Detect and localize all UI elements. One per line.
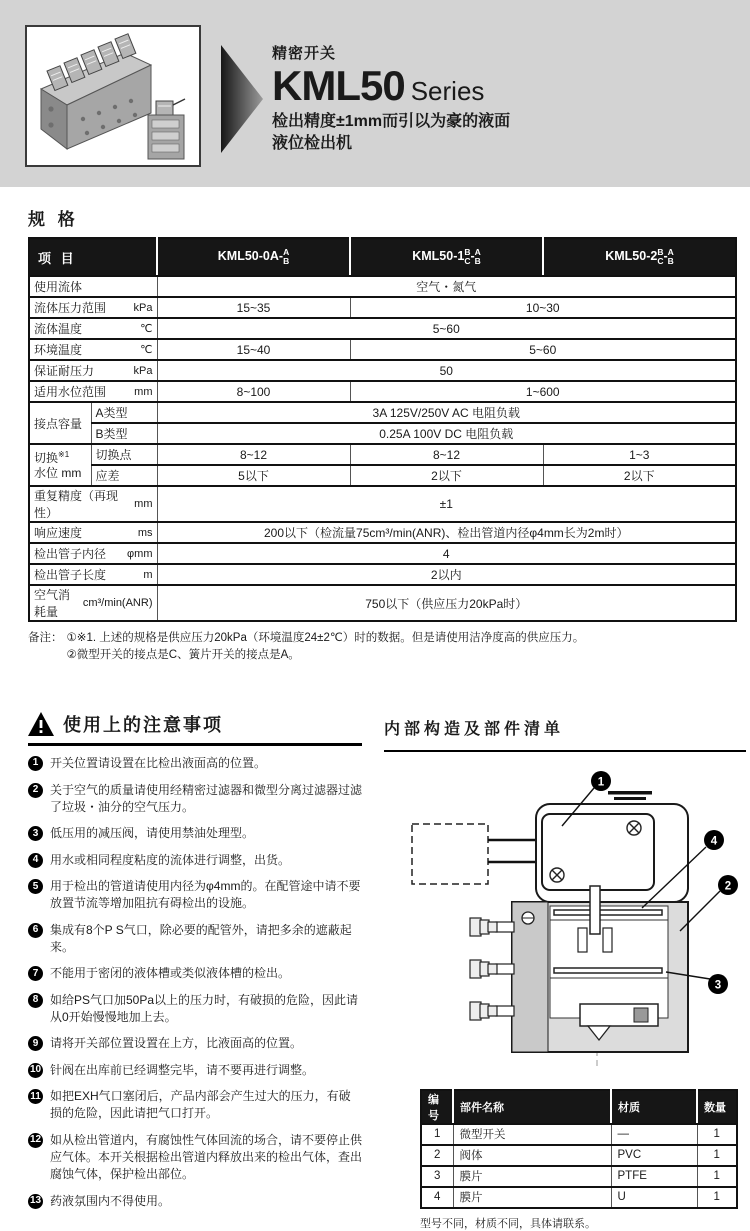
upper-diaphragm	[554, 910, 662, 915]
precaution-item: 11 如把EXH气口塞闭后，产品内部会产生过大的压力，有破损的危险，因此请把气口打开。	[28, 1088, 362, 1122]
precaution-item: 13 药液氛围内不得使用。	[29, 1193, 171, 1208]
header-banner	[0, 0, 750, 187]
precaution-item: 10 针阀在出库前已经调整完毕，请不要再进行调整。	[29, 1062, 315, 1077]
internal-structure-section	[384, 711, 746, 1231]
connector-dashed-box	[412, 824, 488, 884]
precautions-title: 使用上的注意事项	[28, 711, 362, 746]
item-number-badge: 1	[28, 756, 43, 771]
remarks-prefix: 备注：	[28, 632, 63, 644]
parts-table-note: 型号不同，材质不同，具体请联系。	[420, 1217, 596, 1230]
precautions-section	[28, 711, 362, 1231]
spec-table	[28, 237, 737, 622]
parts-row: 4 膜片 U 1	[421, 1187, 737, 1208]
item-number-badge: 5	[28, 879, 43, 894]
precaution-item: 3 低压用的减压阀，请使用禁油处理型。	[28, 825, 362, 842]
precaution-item: 9 请将开关部位置设置在上方，比液面高的位置。	[28, 1035, 362, 1052]
spec-col-model-0: KML50-0A- A B	[157, 238, 350, 276]
banner-arrow-icon	[221, 45, 263, 153]
spec-col-model-2: KML50-2 B C - A B	[543, 238, 736, 276]
parts-row: 1 微型开关 — 1	[421, 1124, 737, 1145]
remark-line-2: ②微型开关的接点是C、簧片开关的接点是A。	[66, 649, 300, 662]
item-number-badge: 3	[28, 826, 43, 841]
spec-row-proof-pressure: 保证耐压力 kPa 50	[29, 360, 736, 381]
spec-row-contact-b: B类型 0.25A 100V DC 电阻负载	[29, 423, 736, 444]
item-number-badge: 10	[28, 1063, 43, 1078]
precaution-item: 4 用水或相同程度粘度的流体进行调整，出货。	[28, 852, 362, 869]
product-tagline: 检出精度±1mm而引以为豪的液面 液位检出机	[272, 113, 511, 152]
product-photo	[25, 25, 201, 167]
spec-row-switch-diff: 应差 5以下 2以下 2以下	[29, 465, 736, 486]
parts-row: 3 膜片 PTFE 1	[421, 1166, 737, 1187]
item-number-badge: 8	[28, 993, 43, 1008]
precaution-item: 6 集成有8个P S气口，除必要的配管外，请把多余的遮蔽起来。	[28, 922, 362, 956]
spec-row-air-consumption: 空气消耗量 cm³/min(ANR) 750以下（供应压力20kPa时）	[29, 585, 736, 621]
precaution-item: 2 关于空气的质量请使用经精密过滤器和微型分离过滤器过滤了垃圾・油分的空气压力。	[28, 782, 362, 816]
precaution-item: 7 不能用于密闭的液体槽或类似液体槽的检出。	[28, 965, 362, 982]
product-category: 精密开关	[272, 45, 337, 62]
item-number-badge: 13	[28, 1194, 43, 1209]
internal-structure-title: 内部构造及部件清单	[384, 716, 746, 752]
item-number-badge: 2	[28, 783, 43, 798]
item-number-badge: 11	[28, 1089, 43, 1104]
item-number-badge: 4	[28, 853, 43, 868]
item-number-badge: 7	[28, 966, 43, 981]
spec-remarks	[28, 630, 750, 665]
page-title	[272, 62, 510, 109]
barb-fittings	[470, 918, 514, 1020]
spec-row-contact-a: 接点容量 A类型 3A 125V/250V AC 电阻负载	[29, 402, 736, 423]
precaution-item: 12 如从检出管道内，有腐蚀性气体回流的场合，请不要停止供应气体。本开关根据检出管道内释放出来的检出气体，查出腐蚀气体，保护检出部位。	[29, 1133, 363, 1182]
spec-row-response: 响应速度 ms 200以下（检流量75cm³/min(ANR)、检出管道内径φ4mm长为2m时）	[29, 522, 736, 543]
spec-row-level-range: 适用水位范围 mm 8~100 1~600	[29, 381, 736, 402]
spec-row-tube-bore: 检出管子内径 φmm 4	[29, 543, 736, 564]
callout-2: 2	[724, 880, 732, 892]
callout-4: 4	[710, 835, 718, 847]
precaution-item: 8 如给PS气口加50Pa以上的压力时，有破损的危险，因此请从0开始慢慢地加上去。	[28, 992, 362, 1026]
spec-col-item: 项 目	[29, 238, 157, 276]
precaution-item: 1 开关位置请设置在比检出液面高的位置。	[28, 755, 362, 772]
series-suffix: Series	[410, 76, 485, 106]
spec-row-pressure: 流体压力范围 kPa 15~35 10~30	[29, 297, 736, 318]
series-name: KML50	[272, 62, 405, 109]
remark-line-1: ①※1. 上述的规格是供应压力20kPa（环境温度24±2℃）时的数据。但是请使用洁净度高的供应压力。	[66, 632, 585, 644]
spec-row-fluid-temp: 流体温度 ℃ 5~60	[29, 318, 736, 339]
item-number-badge: 9	[28, 1036, 43, 1051]
parts-table	[420, 1089, 738, 1209]
callout-3: 3	[714, 979, 722, 991]
warning-icon	[28, 712, 54, 736]
spec-row-switch-point: 切换$^{※1}$ 水位 mm 切换点 8~12 8~12 1~3	[29, 444, 736, 465]
callout-1: 1	[597, 776, 605, 788]
mid-diaphragm	[554, 968, 662, 973]
spec-section-title: 规 格	[28, 210, 79, 229]
spec-table-header	[29, 238, 736, 276]
item-number-badge: 6	[28, 923, 43, 938]
spec-row-tube-length: 检出管子长度 m 2以内	[29, 564, 736, 585]
plunger	[590, 886, 600, 934]
parts-row: 2 阀体 PVC 1	[421, 1145, 737, 1166]
precaution-item: 5 用于检出的管道请使用内径为φ4mm的。在配管途中请不要放置节流等增加阻抗有碍检出的设施。	[28, 878, 362, 912]
spec-row-repeatability: 重复精度（再现性） mm ±1	[29, 486, 736, 522]
parts-table-header: 编号 部件名称 材质 数量	[421, 1090, 737, 1124]
spec-row-fluid: 使用流体 空气・氮气	[29, 276, 736, 297]
spec-row-ambient-temp: 环境温度 ℃ 15~40 5~60	[29, 339, 736, 360]
product-photo-image	[27, 27, 199, 165]
spec-col-model-1: KML50-1 B C - A B	[350, 238, 543, 276]
item-number-badge: 12	[28, 1133, 43, 1148]
cross-section-diagram	[384, 768, 746, 1075]
